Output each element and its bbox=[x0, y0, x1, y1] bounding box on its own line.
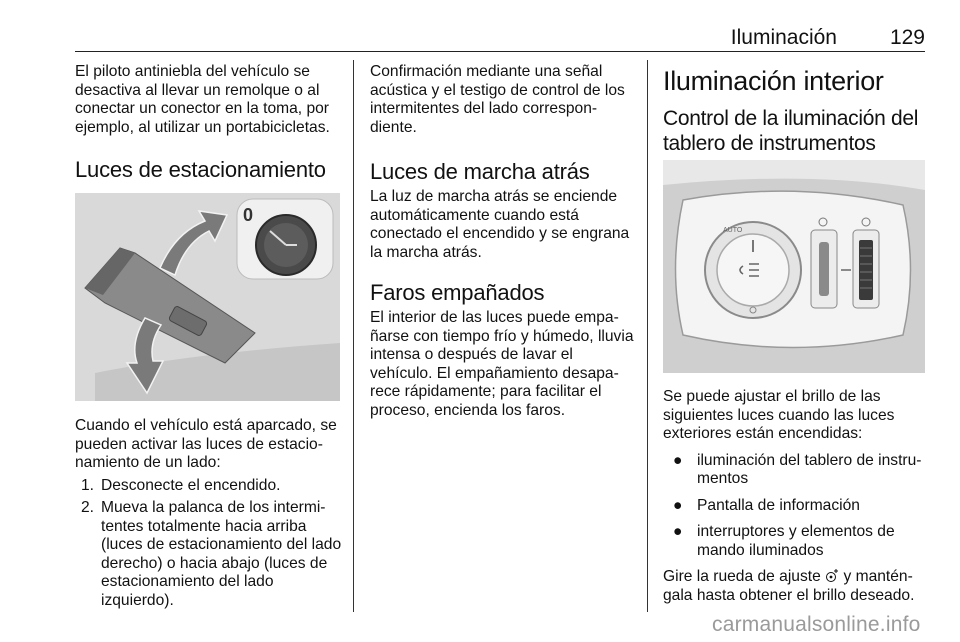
step-number: 2. bbox=[81, 499, 95, 516]
bullet-text: Pantalla de información bbox=[697, 496, 860, 514]
heading-fogged-lamps: Faros empañados bbox=[370, 280, 545, 305]
bullet-text: iluminación del tablero de instru-mentos bbox=[697, 451, 922, 487]
figure-auto-label: AUTO bbox=[723, 227, 743, 234]
list-item bbox=[75, 477, 345, 496]
step-number: 1. bbox=[81, 476, 95, 494]
page-header bbox=[75, 26, 925, 50]
bullet-list bbox=[663, 452, 931, 561]
page-number: 129 bbox=[889, 26, 925, 49]
col2-body1: La luz de marcha atrás se enciende automáticamente cuando está conectado el encendido y se engrana la marcha atrás. bbox=[370, 188, 630, 261]
dimmer-wheel-icon bbox=[825, 569, 839, 583]
list-item bbox=[663, 497, 931, 516]
col1-body: Cuando el vehículo está aparcado, se pueden activar las luces de estacio-namiento de un lado: bbox=[75, 417, 337, 471]
step-text: Mueva la palanca de los intermi-tentes totalmente hacia arriba (luces de estacionamiento del lado derecho) o hacia abajo (luces de estacionamiento del lado izquierdo). bbox=[101, 499, 342, 609]
figure-label-zero: 0 bbox=[243, 205, 254, 225]
closing-text-end: y mantén-gala hasta obtener el brillo deseado. bbox=[663, 568, 915, 604]
column-2 bbox=[370, 63, 638, 420]
list-item bbox=[663, 523, 931, 560]
turn-signal-lever-illustration bbox=[75, 193, 340, 401]
col1-intro: El piloto antiniebla del vehículo se desactiva al llevar un remolque o al conectar un conector en la toma, por ejemplo, al utilizar un portabicicletas. bbox=[75, 63, 330, 136]
heading-reverse-lights: Luces de marcha atrás bbox=[370, 159, 590, 184]
figure-light-switch-panel bbox=[663, 160, 925, 373]
column-1-lower bbox=[75, 417, 345, 610]
bullet-icon: ● bbox=[673, 451, 683, 469]
figure-turn-signal-lever bbox=[75, 193, 340, 401]
watermark: carmanualsonline.info bbox=[712, 613, 921, 636]
col3-body: Se puede ajustar el brillo de las siguientes luces cuando las luces exteriores están encendidas: bbox=[663, 388, 895, 442]
heading-interior-lighting: Iluminación interior bbox=[663, 66, 884, 96]
column-3-lower bbox=[663, 388, 931, 605]
bullet-icon: ● bbox=[673, 523, 683, 540]
heading-parking-lights: Luces de estacionamiento bbox=[75, 157, 326, 182]
list-item bbox=[663, 452, 931, 489]
light-switch-illustration bbox=[663, 160, 925, 373]
col2-body2: El interior de las luces puede empa-ñarse con tiempo frío y húmedo, lluvia intensa o después de lavar el vehículo. El empañamiento desapa-rece rápidamente; para facilitar el proceso, encienda los faros. bbox=[370, 309, 634, 419]
column-3 bbox=[663, 66, 931, 156]
steps-list bbox=[75, 477, 345, 611]
column-1 bbox=[75, 63, 345, 183]
column-divider bbox=[647, 60, 648, 612]
header-rule bbox=[75, 51, 925, 52]
bullet-text: interruptores y elementos de mando iluminados bbox=[697, 523, 895, 559]
col2-intro: Confirmación mediante una señal acústica y el testigo de control de los intermitentes del lado correspon-diente. bbox=[370, 63, 625, 136]
step-text: Desconecte el encendido. bbox=[101, 476, 281, 494]
column-divider bbox=[353, 60, 354, 612]
col3-closing bbox=[663, 568, 931, 605]
section-title: Iluminación bbox=[730, 26, 837, 49]
bullet-icon: ● bbox=[673, 496, 683, 514]
list-item bbox=[75, 499, 345, 610]
heading-instrument-panel-control: Control de la iluminación del tablero de instrumentos bbox=[663, 107, 919, 155]
closing-text-start: Gire la rueda de ajuste bbox=[663, 568, 821, 585]
